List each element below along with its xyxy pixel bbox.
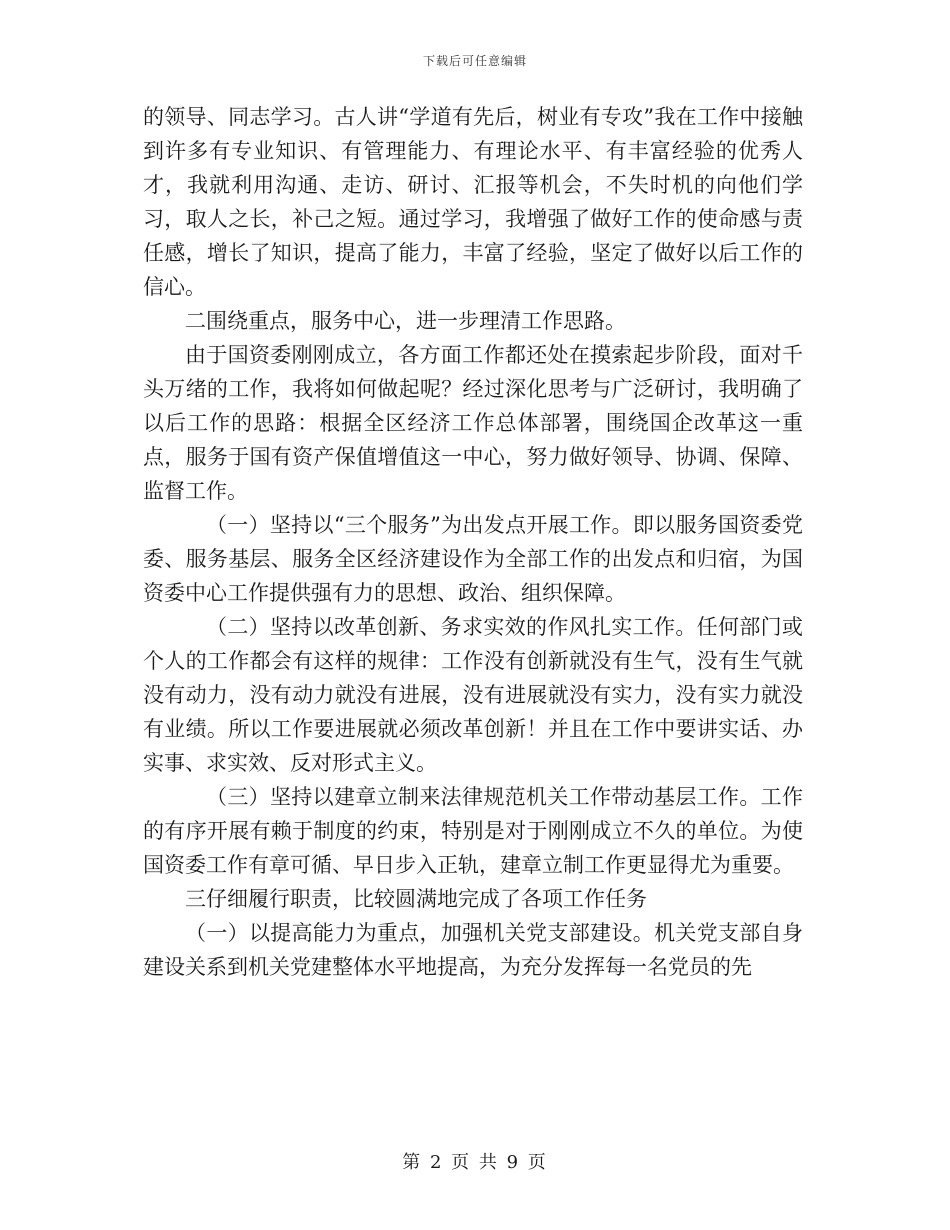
paragraph-1: 的领导、同志学习。古人讲“学道有先后，树业有专攻”我在工作中接触到许多有专业知识、有管理能力、有理论水平、有丰富经验的优秀人才，我就利用沟通、走访、研讨、汇报等机会，不失时机的向他们学习，取人之长，补己之短。通过学习，我增强了做好工作的使命感与责任感，增长了知识，提高了能力，丰富了经验，坚定了做好以后工作的信心。 — [143, 105, 803, 299]
section-heading-3: 三仔细履行职责，比较圆满地完成了各项工作任务 — [185, 887, 647, 911]
section-heading-2: 二围绕重点，服务中心，进一步理清工作思路。 — [185, 309, 626, 333]
paragraph-6: （三）坚持以建章立制来法律规范机关工作带动基层工作。工作的有序开展有赖于制度的约束，特别是对于刚刚成立不久的单位。为使国资委工作有章可循、早日步入正轨，建章立制工作更显得尤为重要。 — [143, 785, 803, 877]
paragraph-8: （一）以提高能力为重点，加强机关党支部建设。机关党支部自身建设关系到机关党建整体水平地提高，为充分发挥每一名党员的先 — [143, 921, 803, 979]
page-header: 下载后可任意编辑 — [422, 54, 527, 68]
document-body — [143, 100, 803, 984]
paragraph-5: （二）坚持以改革创新、务求实效的作风扎实工作。任何部门或个人的工作都会有这样的规律：工作没有创新就没有生气，没有生气就没有动力，没有动力就没有进展，没有进展就没有实力，没有实力就没有业绩。所以工作要进展就必须改革创新！并且在工作中要讲实话、办实事、求实效、反对形式主义。 — [143, 615, 803, 775]
paragraph-4: （一）坚持以“三个服务”为出发点开展工作。即以服务国资委党委、服务基层、服务全区经济建设作为全部工作的出发点和归宿，为国资委中心工作提供强有力的思想、政治、组织保障。 — [143, 513, 803, 605]
paragraph-3: 由于国资委刚刚成立，各方面工作都还处在摸索起步阶段，面对千头万绪的工作，我将如何做起呢？经过深化思考与广泛研讨，我明确了以后工作的思路：根据全区经济工作总体部署，围绕国企改革这一重点，服务于国有资产保值增值这一中心，努力做好领导、协调、保障、监督工作。 — [143, 343, 803, 503]
page-number: 第 2 页 共 9 页 — [402, 1152, 548, 1173]
